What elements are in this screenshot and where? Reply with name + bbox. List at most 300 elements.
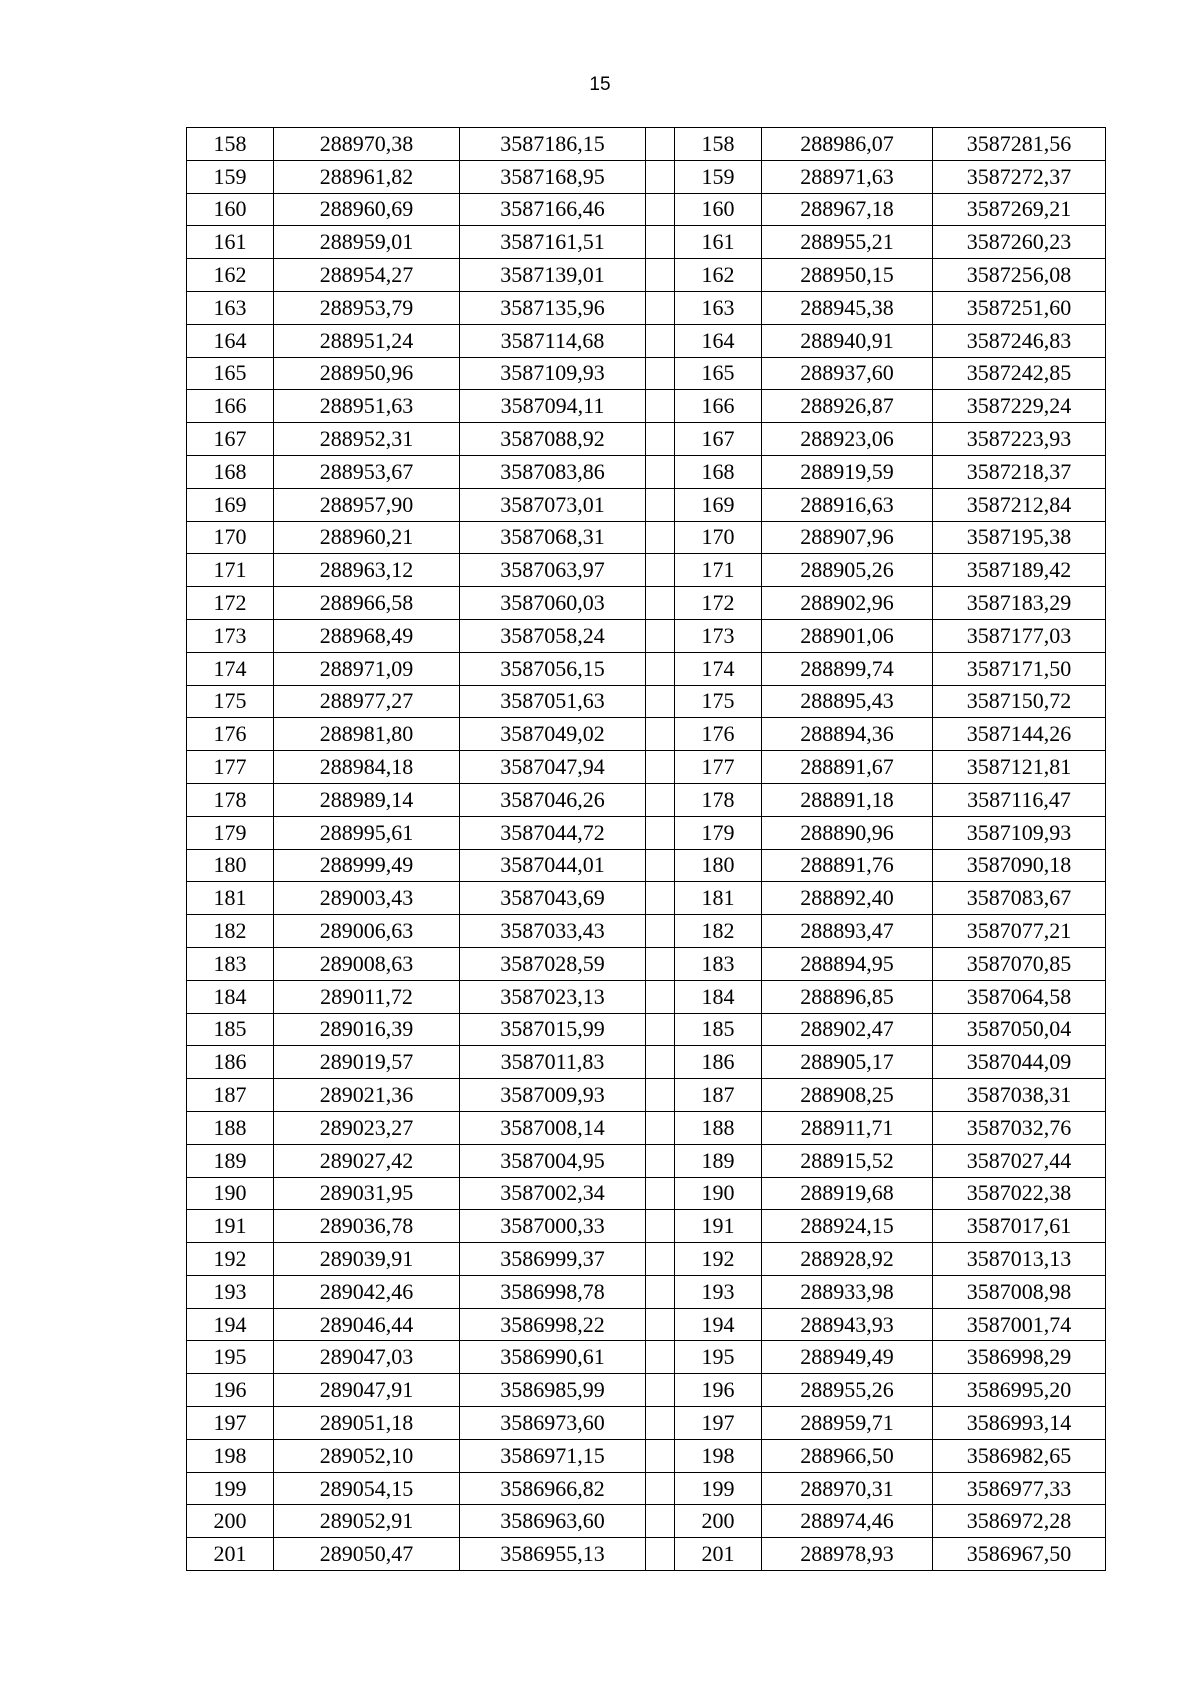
spacer-cell [646,587,675,620]
right-y-coordinate-cell: 3587272,37 [933,160,1106,193]
left-y-coordinate-cell: 3587008,14 [460,1111,646,1144]
right-y-coordinate-cell: 3587177,03 [933,619,1106,652]
left-x-coordinate-cell: 288977,27 [274,685,460,718]
left-point-number-cell: 179 [187,816,274,849]
right-x-coordinate-cell: 288974,46 [762,1505,933,1538]
right-y-coordinate-cell: 3587083,67 [933,882,1106,915]
right-point-number-cell: 172 [675,587,762,620]
right-x-coordinate-cell: 288895,43 [762,685,933,718]
table-row [187,1341,1106,1374]
right-point-number-cell: 164 [675,324,762,357]
left-x-coordinate-cell: 288968,49 [274,619,460,652]
table-row [187,783,1106,816]
right-point-number-cell: 194 [675,1308,762,1341]
left-x-coordinate-cell: 289011,72 [274,980,460,1013]
left-point-number-cell: 180 [187,849,274,882]
table-row [187,423,1106,456]
right-x-coordinate-cell: 288928,92 [762,1243,933,1276]
spacer-cell [646,849,675,882]
left-y-coordinate-cell: 3586955,13 [460,1538,646,1571]
right-y-coordinate-cell: 3587008,98 [933,1275,1106,1308]
spacer-cell [646,259,675,292]
right-x-coordinate-cell: 288926,87 [762,390,933,423]
right-x-coordinate-cell: 288896,85 [762,980,933,1013]
right-x-coordinate-cell: 288919,68 [762,1177,933,1210]
left-point-number-cell: 172 [187,587,274,620]
right-y-coordinate-cell: 3587044,09 [933,1046,1106,1079]
left-x-coordinate-cell: 288995,61 [274,816,460,849]
table-row [187,455,1106,488]
right-x-coordinate-cell: 288893,47 [762,915,933,948]
right-point-number-cell: 200 [675,1505,762,1538]
left-y-coordinate-cell: 3587083,86 [460,455,646,488]
left-x-coordinate-cell: 288951,63 [274,390,460,423]
left-point-number-cell: 185 [187,1013,274,1046]
right-y-coordinate-cell: 3587183,29 [933,587,1106,620]
spacer-cell [646,685,675,718]
spacer-cell [646,1243,675,1276]
left-x-coordinate-cell: 288966,58 [274,587,460,620]
right-x-coordinate-cell: 288967,18 [762,193,933,226]
left-y-coordinate-cell: 3587044,72 [460,816,646,849]
right-y-coordinate-cell: 3587269,21 [933,193,1106,226]
left-y-coordinate-cell: 3586971,15 [460,1439,646,1472]
left-point-number-cell: 170 [187,521,274,554]
left-point-number-cell: 176 [187,718,274,751]
table-row [187,751,1106,784]
left-y-coordinate-cell: 3587114,68 [460,324,646,357]
right-point-number-cell: 177 [675,751,762,784]
left-point-number-cell: 173 [187,619,274,652]
table-row [187,259,1106,292]
spacer-cell [646,1439,675,1472]
right-y-coordinate-cell: 3586977,33 [933,1472,1106,1505]
table-row [187,980,1106,1013]
table-row [187,160,1106,193]
right-point-number-cell: 173 [675,619,762,652]
left-x-coordinate-cell: 289042,46 [274,1275,460,1308]
right-point-number-cell: 184 [675,980,762,1013]
left-point-number-cell: 198 [187,1439,274,1472]
table-row [187,685,1106,718]
spacer-cell [646,1275,675,1308]
left-point-number-cell: 177 [187,751,274,784]
spacer-cell [646,193,675,226]
right-x-coordinate-cell: 288940,91 [762,324,933,357]
table-row [187,521,1106,554]
right-x-coordinate-cell: 288915,52 [762,1144,933,1177]
right-y-coordinate-cell: 3587251,60 [933,291,1106,324]
left-x-coordinate-cell: 288952,31 [274,423,460,456]
left-y-coordinate-cell: 3586998,22 [460,1308,646,1341]
table-row [187,488,1106,521]
right-x-coordinate-cell: 288970,31 [762,1472,933,1505]
left-x-coordinate-cell: 288984,18 [274,751,460,784]
spacer-cell [646,783,675,816]
coordinates-table [186,127,1106,1571]
right-y-coordinate-cell: 3587260,23 [933,226,1106,259]
left-y-coordinate-cell: 3586990,61 [460,1341,646,1374]
spacer-cell [646,324,675,357]
left-x-coordinate-cell: 289054,15 [274,1472,460,1505]
right-point-number-cell: 191 [675,1210,762,1243]
right-point-number-cell: 174 [675,652,762,685]
left-point-number-cell: 169 [187,488,274,521]
right-y-coordinate-cell: 3586967,50 [933,1538,1106,1571]
table-row [187,652,1106,685]
right-point-number-cell: 182 [675,915,762,948]
right-x-coordinate-cell: 288959,71 [762,1407,933,1440]
right-y-coordinate-cell: 3586982,65 [933,1439,1106,1472]
right-x-coordinate-cell: 288937,60 [762,357,933,390]
spacer-cell [646,1013,675,1046]
spacer-cell [646,1472,675,1505]
left-x-coordinate-cell: 289031,95 [274,1177,460,1210]
table-row [187,1374,1106,1407]
left-y-coordinate-cell: 3587049,02 [460,718,646,751]
right-y-coordinate-cell: 3587001,74 [933,1308,1106,1341]
right-point-number-cell: 175 [675,685,762,718]
left-point-number-cell: 159 [187,160,274,193]
right-y-coordinate-cell: 3587246,83 [933,324,1106,357]
spacer-cell [646,718,675,751]
right-point-number-cell: 197 [675,1407,762,1440]
table-row [187,1538,1106,1571]
right-y-coordinate-cell: 3587022,38 [933,1177,1106,1210]
left-x-coordinate-cell: 289021,36 [274,1079,460,1112]
table-row [187,193,1106,226]
table-row [187,357,1106,390]
page-number: 15 [589,74,611,95]
left-x-coordinate-cell: 288981,80 [274,718,460,751]
left-y-coordinate-cell: 3587058,24 [460,619,646,652]
left-x-coordinate-cell: 288959,01 [274,226,460,259]
right-y-coordinate-cell: 3587017,61 [933,1210,1106,1243]
left-point-number-cell: 175 [187,685,274,718]
left-y-coordinate-cell: 3587094,11 [460,390,646,423]
right-point-number-cell: 165 [675,357,762,390]
left-point-number-cell: 165 [187,357,274,390]
spacer-cell [646,947,675,980]
right-x-coordinate-cell: 288945,38 [762,291,933,324]
right-y-coordinate-cell: 3586998,29 [933,1341,1106,1374]
table-row [187,1505,1106,1538]
left-x-coordinate-cell: 289036,78 [274,1210,460,1243]
right-point-number-cell: 178 [675,783,762,816]
left-y-coordinate-cell: 3587011,83 [460,1046,646,1079]
left-y-coordinate-cell: 3587043,69 [460,882,646,915]
right-x-coordinate-cell: 288955,26 [762,1374,933,1407]
right-x-coordinate-cell: 288971,63 [762,160,933,193]
left-x-coordinate-cell: 288961,82 [274,160,460,193]
right-point-number-cell: 170 [675,521,762,554]
right-x-coordinate-cell: 288894,36 [762,718,933,751]
spacer-cell [646,1538,675,1571]
left-point-number-cell: 200 [187,1505,274,1538]
right-point-number-cell: 189 [675,1144,762,1177]
right-point-number-cell: 199 [675,1472,762,1505]
right-point-number-cell: 167 [675,423,762,456]
left-point-number-cell: 196 [187,1374,274,1407]
left-x-coordinate-cell: 289023,27 [274,1111,460,1144]
table-row [187,554,1106,587]
left-y-coordinate-cell: 3587047,94 [460,751,646,784]
right-x-coordinate-cell: 288949,49 [762,1341,933,1374]
right-point-number-cell: 181 [675,882,762,915]
table-row [187,128,1106,161]
right-y-coordinate-cell: 3587050,04 [933,1013,1106,1046]
left-point-number-cell: 161 [187,226,274,259]
right-x-coordinate-cell: 288894,95 [762,947,933,980]
left-x-coordinate-cell: 289006,63 [274,915,460,948]
left-x-coordinate-cell: 288960,69 [274,193,460,226]
left-y-coordinate-cell: 3587023,13 [460,980,646,1013]
spacer-cell [646,1210,675,1243]
right-point-number-cell: 195 [675,1341,762,1374]
right-point-number-cell: 169 [675,488,762,521]
spacer-cell [646,751,675,784]
right-x-coordinate-cell: 288919,59 [762,455,933,488]
right-point-number-cell: 192 [675,1243,762,1276]
spacer-cell [646,226,675,259]
spacer-cell [646,816,675,849]
table-row [187,718,1106,751]
left-point-number-cell: 191 [187,1210,274,1243]
spacer-cell [646,619,675,652]
left-y-coordinate-cell: 3586966,82 [460,1472,646,1505]
table-row [187,226,1106,259]
spacer-cell [646,128,675,161]
left-point-number-cell: 158 [187,128,274,161]
spacer-cell [646,455,675,488]
left-x-coordinate-cell: 289052,10 [274,1439,460,1472]
left-point-number-cell: 187 [187,1079,274,1112]
left-x-coordinate-cell: 288954,27 [274,259,460,292]
right-x-coordinate-cell: 288911,71 [762,1111,933,1144]
spacer-cell [646,423,675,456]
left-y-coordinate-cell: 3587139,01 [460,259,646,292]
table-row [187,1472,1106,1505]
left-y-coordinate-cell: 3587000,33 [460,1210,646,1243]
left-y-coordinate-cell: 3587002,34 [460,1177,646,1210]
left-y-coordinate-cell: 3587009,93 [460,1079,646,1112]
table-row [187,1046,1106,1079]
right-x-coordinate-cell: 288955,21 [762,226,933,259]
right-x-coordinate-cell: 288966,50 [762,1439,933,1472]
table-row [187,1111,1106,1144]
left-point-number-cell: 192 [187,1243,274,1276]
spacer-cell [646,488,675,521]
right-x-coordinate-cell: 288908,25 [762,1079,933,1112]
left-y-coordinate-cell: 3586973,60 [460,1407,646,1440]
right-y-coordinate-cell: 3587070,85 [933,947,1106,980]
spacer-cell [646,1374,675,1407]
left-y-coordinate-cell: 3587044,01 [460,849,646,882]
right-x-coordinate-cell: 288905,26 [762,554,933,587]
left-x-coordinate-cell: 288951,24 [274,324,460,357]
right-x-coordinate-cell: 288924,15 [762,1210,933,1243]
table-row [187,324,1106,357]
right-point-number-cell: 186 [675,1046,762,1079]
table-row [187,1144,1106,1177]
right-y-coordinate-cell: 3587212,84 [933,488,1106,521]
right-y-coordinate-cell: 3586972,28 [933,1505,1106,1538]
left-point-number-cell: 162 [187,259,274,292]
right-y-coordinate-cell: 3587195,38 [933,521,1106,554]
left-y-coordinate-cell: 3587046,26 [460,783,646,816]
table-row [187,1275,1106,1308]
left-x-coordinate-cell: 289052,91 [274,1505,460,1538]
table-row [187,619,1106,652]
right-point-number-cell: 160 [675,193,762,226]
table-row [187,1439,1106,1472]
table-row [187,587,1106,620]
spacer-cell [646,1505,675,1538]
right-point-number-cell: 180 [675,849,762,882]
left-point-number-cell: 160 [187,193,274,226]
table-row [187,915,1106,948]
left-y-coordinate-cell: 3587033,43 [460,915,646,948]
left-x-coordinate-cell: 288960,21 [274,521,460,554]
table-row [187,1210,1106,1243]
left-y-coordinate-cell: 3586963,60 [460,1505,646,1538]
table-row [187,1177,1106,1210]
left-point-number-cell: 199 [187,1472,274,1505]
right-y-coordinate-cell: 3586993,14 [933,1407,1106,1440]
spacer-cell [646,1407,675,1440]
right-point-number-cell: 188 [675,1111,762,1144]
table-row [187,1243,1106,1276]
left-x-coordinate-cell: 288957,90 [274,488,460,521]
right-x-coordinate-cell: 288950,15 [762,259,933,292]
left-point-number-cell: 190 [187,1177,274,1210]
right-point-number-cell: 183 [675,947,762,980]
left-x-coordinate-cell: 288970,38 [274,128,460,161]
spacer-cell [646,554,675,587]
left-y-coordinate-cell: 3587028,59 [460,947,646,980]
spacer-cell [646,390,675,423]
left-y-coordinate-cell: 3587004,95 [460,1144,646,1177]
right-point-number-cell: 162 [675,259,762,292]
right-x-coordinate-cell: 288891,67 [762,751,933,784]
right-y-coordinate-cell: 3587150,72 [933,685,1106,718]
right-y-coordinate-cell: 3587229,24 [933,390,1106,423]
spacer-cell [646,1079,675,1112]
right-point-number-cell: 158 [675,128,762,161]
left-point-number-cell: 171 [187,554,274,587]
left-y-coordinate-cell: 3587015,99 [460,1013,646,1046]
left-y-coordinate-cell: 3587109,93 [460,357,646,390]
left-y-coordinate-cell: 3587186,15 [460,128,646,161]
left-point-number-cell: 167 [187,423,274,456]
spacer-cell [646,291,675,324]
table-row [187,390,1106,423]
right-x-coordinate-cell: 288902,96 [762,587,933,620]
spacer-cell [646,1308,675,1341]
right-y-coordinate-cell: 3587223,93 [933,423,1106,456]
spacer-cell [646,1177,675,1210]
right-x-coordinate-cell: 288916,63 [762,488,933,521]
left-x-coordinate-cell: 289019,57 [274,1046,460,1079]
right-y-coordinate-cell: 3587064,58 [933,980,1106,1013]
right-point-number-cell: 159 [675,160,762,193]
spacer-cell [646,1144,675,1177]
left-y-coordinate-cell: 3587068,31 [460,521,646,554]
right-y-coordinate-cell: 3587116,47 [933,783,1106,816]
left-x-coordinate-cell: 288971,09 [274,652,460,685]
right-x-coordinate-cell: 288891,18 [762,783,933,816]
table-row [187,1308,1106,1341]
right-y-coordinate-cell: 3587013,13 [933,1243,1106,1276]
right-x-coordinate-cell: 288890,96 [762,816,933,849]
right-y-coordinate-cell: 3586995,20 [933,1374,1106,1407]
right-x-coordinate-cell: 288892,40 [762,882,933,915]
left-y-coordinate-cell: 3586999,37 [460,1243,646,1276]
left-point-number-cell: 197 [187,1407,274,1440]
right-y-coordinate-cell: 3587090,18 [933,849,1106,882]
right-y-coordinate-cell: 3587032,76 [933,1111,1106,1144]
left-x-coordinate-cell: 289008,63 [274,947,460,980]
left-y-coordinate-cell: 3587051,63 [460,685,646,718]
right-y-coordinate-cell: 3587077,21 [933,915,1106,948]
left-point-number-cell: 164 [187,324,274,357]
right-y-coordinate-cell: 3587189,42 [933,554,1106,587]
table-row [187,291,1106,324]
table-row [187,849,1106,882]
right-point-number-cell: 193 [675,1275,762,1308]
left-x-coordinate-cell: 289046,44 [274,1308,460,1341]
right-point-number-cell: 201 [675,1538,762,1571]
left-point-number-cell: 178 [187,783,274,816]
spacer-cell [646,160,675,193]
right-point-number-cell: 196 [675,1374,762,1407]
left-point-number-cell: 166 [187,390,274,423]
left-x-coordinate-cell: 288953,79 [274,291,460,324]
left-point-number-cell: 189 [187,1144,274,1177]
left-x-coordinate-cell: 289016,39 [274,1013,460,1046]
left-x-coordinate-cell: 289027,42 [274,1144,460,1177]
right-y-coordinate-cell: 3587171,50 [933,652,1106,685]
left-x-coordinate-cell: 288999,49 [274,849,460,882]
right-y-coordinate-cell: 3587121,81 [933,751,1106,784]
right-y-coordinate-cell: 3587038,31 [933,1079,1106,1112]
left-x-coordinate-cell: 289047,91 [274,1374,460,1407]
right-x-coordinate-cell: 288899,74 [762,652,933,685]
left-x-coordinate-cell: 289003,43 [274,882,460,915]
left-y-coordinate-cell: 3587161,51 [460,226,646,259]
left-point-number-cell: 194 [187,1308,274,1341]
left-x-coordinate-cell: 289039,91 [274,1243,460,1276]
table-row [187,1013,1106,1046]
left-point-number-cell: 186 [187,1046,274,1079]
spacer-cell [646,1111,675,1144]
right-x-coordinate-cell: 288933,98 [762,1275,933,1308]
right-point-number-cell: 176 [675,718,762,751]
table-row [187,947,1106,980]
right-point-number-cell: 161 [675,226,762,259]
left-y-coordinate-cell: 3586998,78 [460,1275,646,1308]
right-x-coordinate-cell: 288902,47 [762,1013,933,1046]
left-x-coordinate-cell: 288989,14 [274,783,460,816]
left-x-coordinate-cell: 288953,67 [274,455,460,488]
spacer-cell [646,915,675,948]
right-point-number-cell: 179 [675,816,762,849]
right-point-number-cell: 168 [675,455,762,488]
right-y-coordinate-cell: 3587242,85 [933,357,1106,390]
spacer-cell [646,980,675,1013]
right-y-coordinate-cell: 3587218,37 [933,455,1106,488]
right-x-coordinate-cell: 288923,06 [762,423,933,456]
